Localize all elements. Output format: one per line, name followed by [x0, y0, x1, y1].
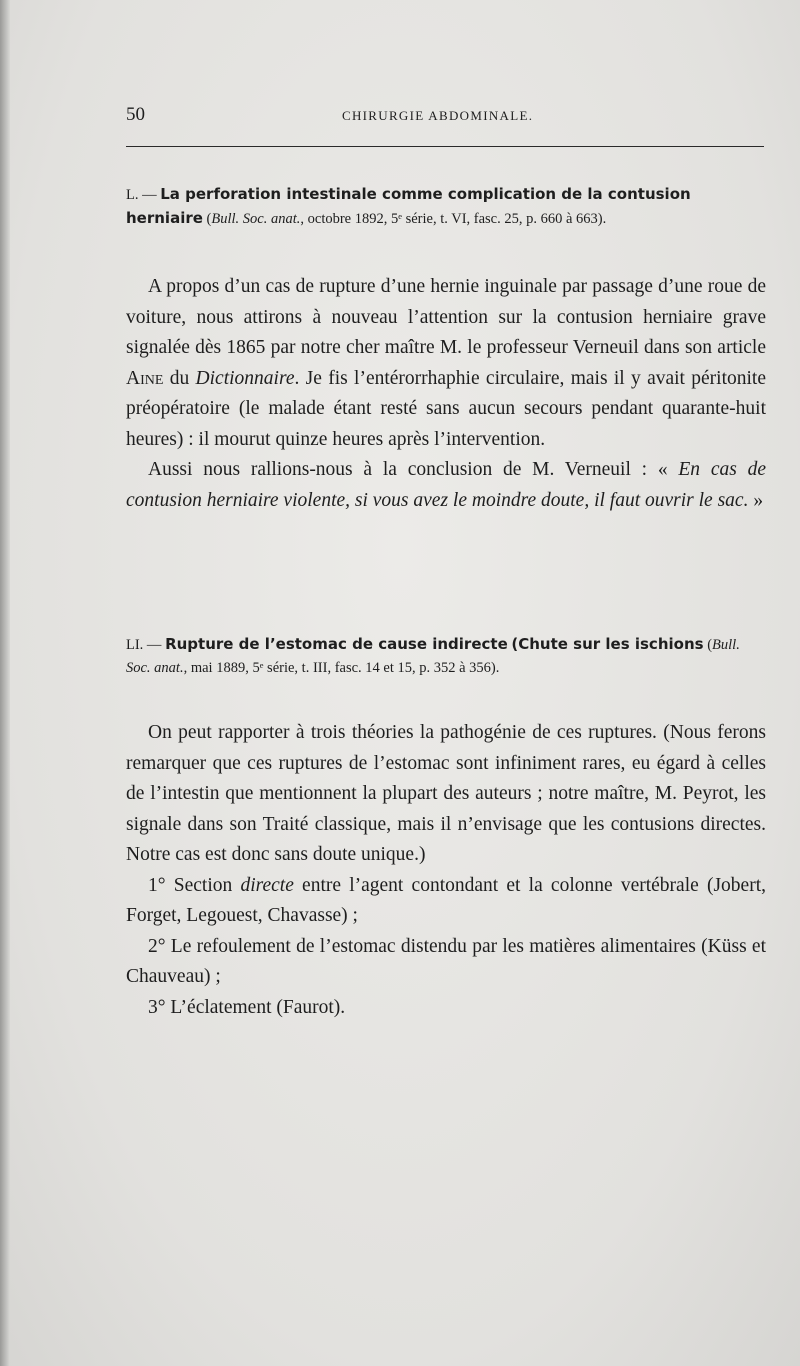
text-run-italic: Dictionnaire — [195, 367, 295, 389]
paragraph: On peut rapporter à trois théories la pathogénie de ces ruptures. (Nous ferons remarquer que ces ruptures de l’estomac sont infiniment rares, eu égard à celles de l’intestin que mentionnent la plupart des auteurs ; notre maître, M. Peyrot, les signale dans son Traité classique, mais il n’envisage que les contusions directes. Notre cas est donc sans doute unique.) — [126, 722, 766, 865]
text-run-italic: directe — [240, 874, 294, 896]
entry-numeral: LI. — — [126, 637, 162, 653]
entry-ref-open: ( — [206, 211, 212, 227]
entry-numeral: L. — — [126, 187, 157, 203]
entry-ref-detail: , mai 1889, 5ᵉ série, t. III, fasc. 14 et 15, p. 352 à 356). — [183, 660, 500, 676]
list-item: 2° Le refoulement de l’estomac distendu par les matières alimentaires (Küss et Chauveau) ; — [126, 935, 766, 987]
page-number: 50 — [126, 104, 145, 125]
entry-title: La perforation intestinale comme complication de la contusion herniaire — [126, 185, 691, 227]
text-run-italic: En cas de contusion herniaire violente, si vous avez le moindre doute, il faut ouvrir le sac. — [126, 459, 767, 511]
text-run: Aussi nous rallions-nous à la conclusion de M. Verneuil : « — [148, 459, 679, 480]
text-run: entre l’agent contondant et la colonne vertébrale (Jobert, Forget, Legouest, Chavasse) ; — [126, 874, 766, 926]
text-run: » — [748, 489, 764, 511]
text-run: 1° Section — [148, 874, 241, 896]
entry-L — [126, 183, 766, 231]
entry-ref-journal: Bull. Soc. anat. — [126, 637, 740, 676]
body-block-2 — [126, 718, 766, 1023]
paragraph — [126, 272, 766, 455]
text-run-smallcaps: Aine — [126, 367, 164, 389]
text-run: du — [163, 367, 196, 389]
entry-title-continued: (Chute sur les ischions — [511, 635, 704, 653]
text-run: A propos d’un cas de rupture d’une hernie inguinale par passage d’une roue de voiture, nous attirons à nouveau l’attention sur la contusion herniaire grave signalée dès 1865 par notre cher maître M. le professeur Verneuil dans son article — [126, 276, 766, 358]
body-block-1 — [126, 272, 766, 516]
list-item: 3° L’éclatement (Faurot). — [148, 996, 346, 1018]
entry-ref-detail: , octobre 1892, 5ᵉ série, t. VI, fasc. 25, p. 660 à 663). — [300, 211, 607, 227]
entry-ref-journal: Bull. Soc. anat. — [211, 211, 301, 227]
page-edge-shadow — [0, 0, 10, 1366]
running-title: CHIRURGIE ABDOMINALE. — [342, 108, 534, 123]
text-run: . Je fis l’entérorrhaphie circulaire, mais il y avait péritonite préopératoire (le malade étant resté sans aucun secours pendant quarante-huit heures) : il mourut quinze heures après l’intervention. — [126, 367, 766, 450]
header-rule — [126, 146, 764, 147]
page-header — [126, 104, 764, 128]
entry-title: Rupture de l’estomac de cause indirecte — [165, 635, 508, 653]
entry-LI: LI. — Rupture de l’estomac de cause indirecte (Chute sur les ischions (Bull. Soc. anat., mai 1889, 5ᵉ série, t. III, fasc. 14 et 15, p. 352 à 356). — [126, 635, 740, 676]
list-item — [126, 871, 766, 932]
paragraph — [126, 455, 766, 516]
